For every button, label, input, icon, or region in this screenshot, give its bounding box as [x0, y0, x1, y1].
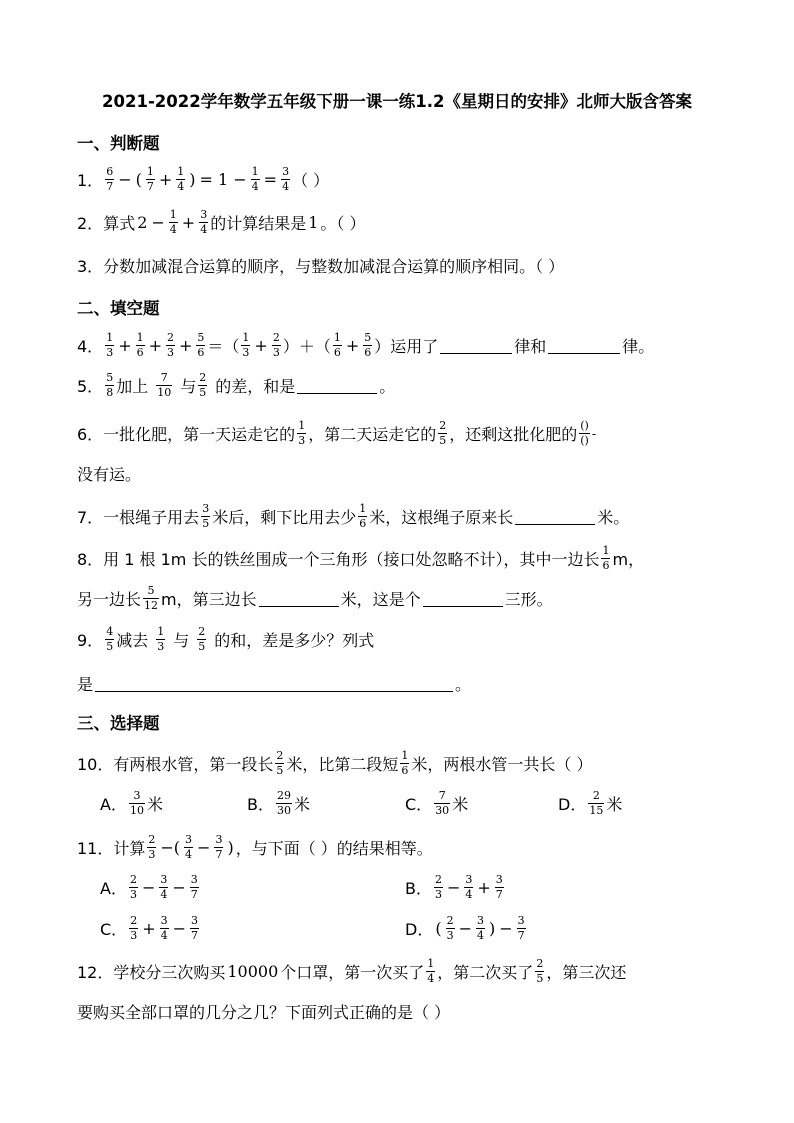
question-number: 1． [77, 171, 104, 190]
math-symbol: ) [227, 838, 234, 857]
question-text: 与 [173, 631, 190, 650]
question-text: 加上 [116, 377, 149, 396]
question-text: 10．有两根水管，第一段长 [77, 755, 274, 774]
math-symbol: ( [135, 170, 142, 189]
option-a[interactable]: A． $\frac{2}{3}$ − $\frac{3}{4}$ − $\frac{3}{7}$ [100, 873, 198, 901]
answer-blank[interactable] [259, 590, 339, 607]
question-text: 6．一批化肥，第一天运走它的 [77, 425, 296, 444]
question-text: 另一边长 [77, 590, 142, 609]
question-12 [77, 958, 626, 985]
fraction-blank[interactable]: $\frac{()}{()}$ [580, 419, 589, 447]
fraction: $\frac{2}{5}$ [199, 371, 207, 399]
question-9 [77, 626, 374, 653]
question-text: 算式 [103, 214, 136, 233]
question-text: ，与下面（ ）的结果相等。 [235, 839, 433, 858]
answer-paren: （ ） [292, 171, 330, 190]
fraction: $\frac{1}{7}$ [146, 165, 154, 193]
math-symbol: ) [189, 170, 196, 189]
fraction: $\frac{1}{4}$ [177, 165, 185, 193]
math-symbol: + [158, 170, 173, 189]
math-number: 1 [308, 213, 319, 232]
math-symbol: −( [160, 838, 181, 857]
question-text: 8．用 1 根 1m 长的铁丝围成一个三角形（接口处忽略不计），其中一边长 [77, 550, 600, 569]
question-10 [77, 750, 592, 777]
fraction: $\frac{1}{6}$ [401, 749, 409, 777]
question-text: 12．学校分三次购买 [77, 963, 226, 982]
fraction: $\frac{2}{5}$ [439, 419, 447, 447]
question-text: 。 [379, 377, 396, 396]
fraction: $\frac{3}{7}$ [215, 833, 223, 861]
answer-paren: 。（ ） [320, 214, 366, 233]
answer-blank[interactable] [423, 590, 503, 607]
fraction: $\frac{2}{3}$ [167, 331, 174, 359]
answer-blank[interactable] [95, 675, 453, 692]
fraction: $\frac{1}{6}$ [136, 331, 144, 359]
math-symbol: + [148, 336, 162, 355]
option-b[interactable]: B． $\frac{2}{3}$ − $\frac{3}{4}$ + $\frac{3}{7}$ [405, 873, 503, 901]
fraction: $\frac{29}{30}$ [276, 789, 291, 817]
fraction: $\frac{1}{6}$ [333, 331, 341, 359]
question-number: 5． [77, 377, 104, 396]
question-text: 。 [455, 675, 472, 694]
question-text: ）＋（ [282, 337, 331, 356]
math-symbol: + [118, 336, 132, 355]
question-text: ，第二天运走它的 [308, 425, 437, 444]
fraction: $\frac{3}{4}$ [282, 165, 290, 193]
question-7 [77, 503, 629, 530]
fraction: $\frac{1}{3}$ [106, 331, 114, 359]
fraction: $\frac{7}{30}$ [435, 789, 450, 817]
option-c[interactable]: C． $\frac{2}{3}$ + $\frac{3}{4}$ − $\frac{3}{7}$ [100, 914, 198, 942]
question-text: 米，两根水管一共长（ ） [411, 755, 593, 774]
question-text: 是 [77, 675, 94, 694]
fraction: $\frac{2}{5}$ [536, 957, 544, 985]
math-symbol: + [181, 213, 196, 232]
question-number: 2． [77, 214, 104, 233]
fraction: $\frac{5}{6}$ [364, 331, 372, 359]
question-text: 律和 [514, 337, 547, 356]
question-8 [77, 545, 644, 572]
fraction: $\frac{1}{4}$ [427, 957, 435, 985]
fraction: $\frac{1}{3}$ [298, 419, 306, 447]
question-text: ，第三次还 [546, 963, 627, 982]
question-2 [77, 209, 366, 236]
fraction: $\frac{3}{4}$ [185, 833, 193, 861]
question-text: 米后，剩下比用去少 [212, 508, 357, 527]
fraction: $\frac{1}{4}$ [251, 165, 259, 193]
fraction: $\frac{2}{3}$ [148, 833, 156, 861]
question-9-cont [77, 672, 471, 695]
fraction: $\frac{1}{6}$ [359, 502, 367, 530]
option-c[interactable]: C． $\frac{7}{30}$ 米 [405, 789, 469, 817]
question-text: 7．一根绳子用去 [77, 508, 200, 527]
question-text: 的计算结果是 [210, 214, 307, 233]
question-6: 6．一批化肥，第一天运走它的 $\frac{1}{3}$ ，第二天运走它的 $\frac{2}{5}$ ，还剩这批化肥的 $\frac{()}{()}$ - [77, 419, 597, 447]
fraction: $\frac{2}{5}$ [276, 749, 284, 777]
question-text: 个口罩，第一次买了 [280, 963, 425, 982]
fraction: $\frac{1}{6}$ [602, 544, 610, 572]
math-symbol: = 1 − [199, 170, 247, 189]
question-text: 米，比第二段短 [286, 755, 399, 774]
math-number: 10000 [227, 962, 279, 981]
fraction: $\frac{7}{10}$ [157, 371, 172, 399]
question-text: ，第二次买了 [437, 963, 534, 982]
answer-blank[interactable] [548, 337, 620, 354]
question-text: 减去 [116, 631, 149, 650]
section-heading-judge: 一、判断题 [77, 134, 160, 153]
question-text: 律。 [622, 337, 655, 356]
question-text: 米，这是个 [340, 590, 421, 609]
question-text: ，还剩这批化肥的 [449, 425, 578, 444]
question-4 [77, 332, 654, 359]
math-symbol: = [263, 170, 278, 189]
question-text: 米。 [597, 508, 630, 527]
question-11 [77, 834, 433, 861]
question-12-cont: 要购买全部口罩的几分之几？下面列式正确的是（ ） [77, 1003, 451, 1022]
question-text: 11．计算 [77, 839, 146, 858]
option-a[interactable]: A． $\frac{3}{10}$ 米 [100, 789, 163, 817]
math-symbol: + [254, 336, 268, 355]
fraction: $\frac{3}{5}$ [202, 502, 210, 530]
answer-blank[interactable] [515, 508, 595, 525]
question-text: m， [612, 550, 645, 569]
math-symbol: + [179, 336, 193, 355]
fraction: $\frac{1}{3}$ [157, 625, 165, 653]
question-5 [77, 372, 395, 399]
fraction: $\frac{2}{15}$ [589, 789, 604, 817]
option-d[interactable]: D． $\frac{2}{15}$ 米 [558, 789, 623, 817]
option-b[interactable]: B． $\frac{29}{30}$ 米 [247, 789, 310, 817]
fraction: $\frac{1}{4}$ [169, 208, 177, 236]
math-symbol: − [197, 838, 211, 857]
question-text: 的差，和是 [215, 377, 296, 396]
option-d[interactable]: D． ( $\frac{2}{3}$ − $\frac{3}{4}$ ) − $\frac{3}{7}$ [405, 914, 525, 942]
fraction: $\frac{3}{10}$ [129, 789, 144, 817]
fraction: $\frac{5}{8}$ [106, 371, 114, 399]
question-text: ＝（ [207, 337, 240, 356]
fraction: $\frac{4}{5}$ [106, 625, 114, 653]
question-text: 与 [180, 377, 197, 396]
question-text: m，第三边长 [161, 590, 257, 609]
answer-blank[interactable] [440, 337, 512, 354]
page-title: 2021-2022学年数学五年级下册一课一练1.2《星期日的安排》北师大版含答案 [102, 92, 692, 111]
question-6-cont: 没有运。 [77, 465, 142, 484]
fraction: $\frac{5}{6}$ [197, 331, 205, 359]
question-text: ）运用了 [374, 337, 439, 356]
math-symbol: − [118, 170, 132, 189]
fraction: $\frac{6}{7}$ [106, 165, 114, 193]
section-heading-fill: 二、填空题 [77, 299, 160, 318]
question-number: 9． [77, 631, 104, 650]
fraction: $\frac{3}{4}$ [200, 208, 208, 236]
question-text: 的和，差是多少？列式 [214, 631, 375, 650]
question-1 [77, 166, 329, 193]
question-3: 3．分数加减混合运算的顺序，与整数加减混合运算的顺序相同。（ ） [77, 257, 565, 276]
section-heading-choice: 三、选择题 [77, 714, 160, 733]
math-number: 2 [137, 213, 148, 232]
math-symbol: − [151, 213, 165, 232]
fraction: $\frac{2}{5}$ [198, 625, 206, 653]
question-text: 米，这根绳子原来长 [369, 508, 514, 527]
fraction: $\frac{2}{3}$ [272, 331, 280, 359]
fraction: $\frac{5}{12}$ [144, 584, 159, 612]
fraction: $\frac{1}{3}$ [242, 331, 250, 359]
answer-blank[interactable] [297, 377, 377, 394]
question-8-cont [77, 585, 553, 612]
question-text: 三形。 [504, 590, 553, 609]
math-symbol: + [345, 336, 360, 355]
question-number: 4． [77, 337, 104, 356]
